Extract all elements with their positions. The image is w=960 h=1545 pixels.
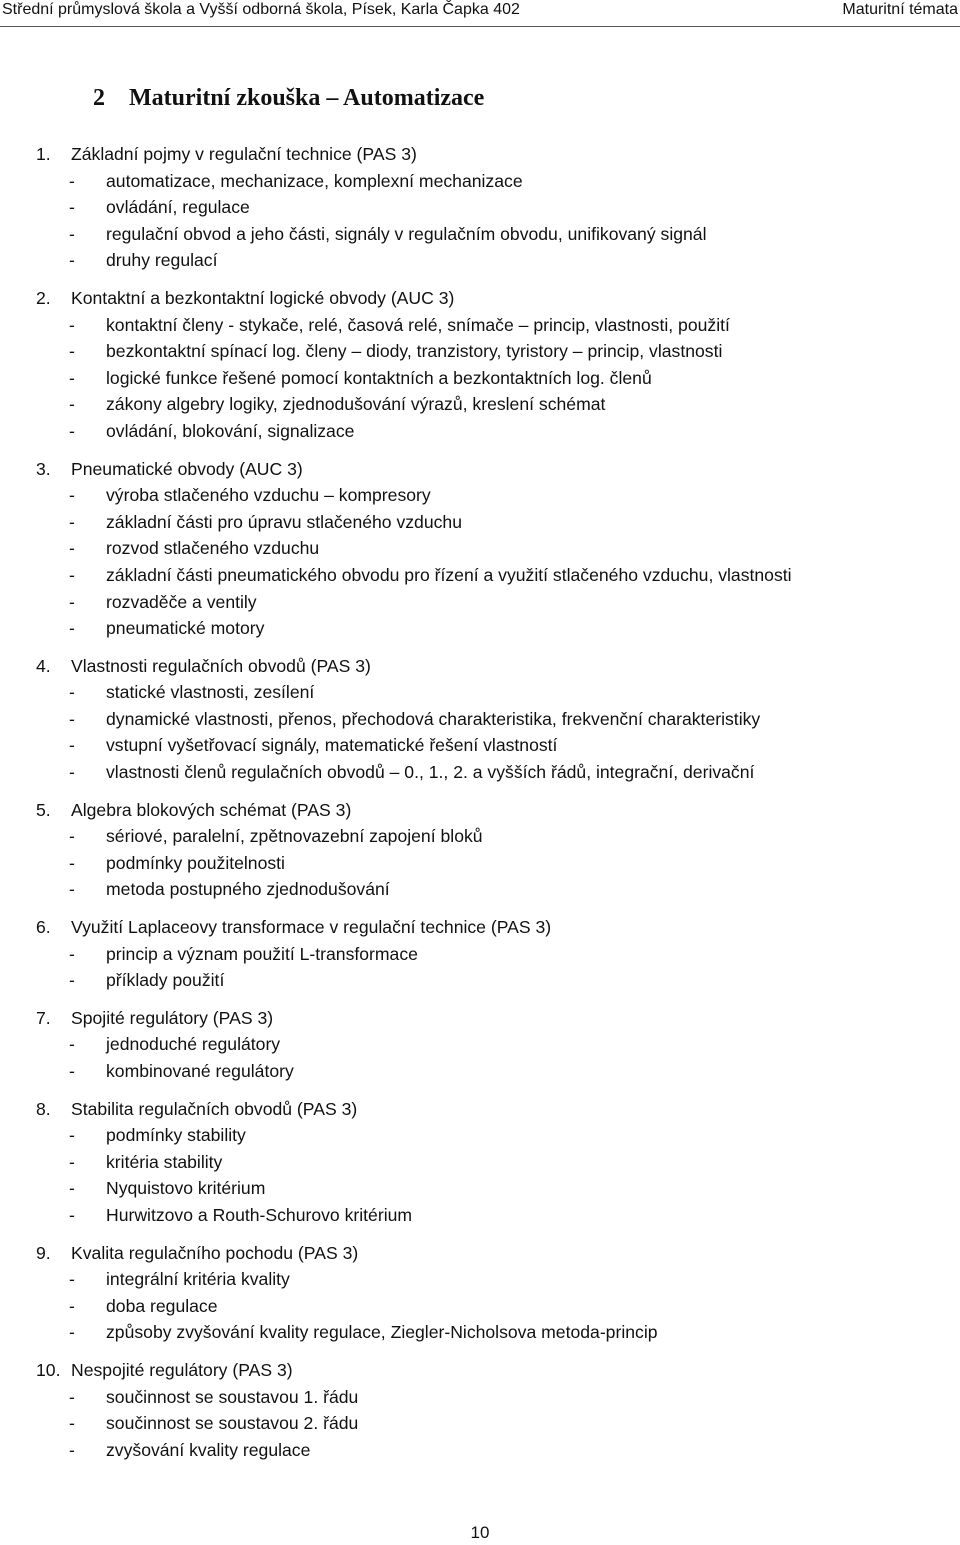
topic-subitem [0,1266,960,1293]
subitem-text: jednoduché regulátory [106,1034,281,1055]
topic-list [0,141,960,1474]
topic-subitem [0,1293,960,1320]
subitem-text: doba regulace [106,1295,218,1316]
topic-subitem [0,1175,960,1202]
dash-bullet-icon: - [69,1413,75,1434]
dash-bullet-icon: - [69,1151,75,1172]
dash-bullet-icon: - [69,314,75,335]
subitem-text: výroba stlačeného vzduchu – kompresory [106,485,431,506]
subitem-text: základní části pneumatického obvodu pro řízení a využití stlačeného vzduchu, vlastnosti [106,564,792,585]
dash-bullet-icon: - [69,197,75,218]
page-number: 10 [470,1523,490,1542]
dash-bullet-icon: - [69,879,75,900]
topic-subitem [0,850,960,877]
subitem-text: statické vlastnosti, zesílení [106,682,315,703]
topic-title: Základní pojmy v regulační technice (PAS 3) [71,144,417,164]
topic-subitem [0,1202,960,1229]
subitem-text: podmínky použitelnosti [106,852,285,873]
dash-bullet-icon: - [69,618,75,639]
topic-subitem [0,1384,960,1411]
topic-item [0,653,960,786]
topic-item [0,1240,960,1346]
dash-bullet-icon: - [69,485,75,506]
topic-title: Pneumatické obvody (AUC 3) [71,458,303,479]
topic-subitem [0,967,960,994]
subitem-text: dynamické vlastnosti, přenos, přechodová charakteristika, frekvenční charakteristiky [106,708,761,729]
subitem-text: metoda postupného zjednodušování [106,879,390,900]
topic-subitem [0,823,960,850]
topic-subitem [0,1437,960,1464]
topic-subitem [0,535,960,562]
document-title-number: 2 [93,85,105,111]
topic-title: Spojité regulátory (PAS 3) [71,1007,274,1028]
topic-subitem [0,706,960,733]
subitem-text: Hurwitzovo a Routh-Schurovo kritérium [106,1204,413,1225]
topic-subitem [0,1410,960,1437]
subitem-text: druhy regulací [106,250,218,271]
topic-number: 7. [36,1007,51,1028]
topic-item [0,1096,960,1229]
dash-bullet-icon: - [69,1322,75,1343]
topic-item [0,1357,960,1463]
subitem-text: regulační obvod a jeho části, signály v regulačním obvodu, unifikovaný signál [106,223,707,244]
dash-bullet-icon: - [69,943,75,964]
topic-subitem [0,1058,960,1085]
topic-subitem [0,732,960,759]
topic-number: 6. [36,917,51,938]
topic-subitem [0,509,960,536]
subitem-text: příklady použití [106,970,225,991]
dash-bullet-icon: - [69,538,75,559]
dash-bullet-icon: - [69,250,75,271]
dash-bullet-icon: - [69,511,75,532]
dash-bullet-icon: - [69,394,75,415]
topic-item [0,141,960,274]
topic-subitem [0,418,960,445]
topic-number: 9. [36,1242,51,1263]
topic-number: 1. [36,144,51,164]
dash-bullet-icon: - [69,1034,75,1055]
subitem-text: kritéria stability [106,1151,223,1172]
topic-number: 10. [36,1359,61,1380]
topic-title: Algebra blokových schémat (PAS 3) [71,799,352,820]
subitem-text: princip a význam použití L-transformace [106,943,418,964]
subitem-text: ovládání, blokování, signalizace [106,420,355,441]
topic-subitem [0,194,960,221]
page-header [0,0,960,27]
dash-bullet-icon: - [69,420,75,441]
subitem-text: součinnost se soustavou 1. řádu [106,1386,359,1407]
subitem-text: rozvaděče a ventily [106,591,257,612]
subitem-text: vstupní vyšetřovací signály, matematické řešení vlastností [106,735,558,756]
topic-number: 2. [36,287,51,308]
topic-number: 4. [36,655,51,676]
topic-title: Nespojité regulátory (PAS 3) [71,1359,293,1380]
dash-bullet-icon: - [69,970,75,991]
topic-heading [0,914,960,941]
topic-title: Kvalita regulačního pochodu (PAS 3) [71,1242,359,1263]
subitem-text: logické funkce řešené pomocí kontaktních a bezkontaktních log. členů [106,367,652,388]
topic-subitem [0,876,960,903]
topic-heading [0,1005,960,1032]
topic-heading [0,141,960,168]
dash-bullet-icon: - [69,708,75,729]
document-title [93,85,484,112]
dash-bullet-icon: - [69,735,75,756]
subitem-text: Nyquistovo kritérium [106,1178,266,1199]
topic-item [0,914,960,994]
dash-bullet-icon: - [69,591,75,612]
subitem-text: integrální kritéria kvality [106,1269,290,1290]
topic-heading [0,1357,960,1384]
subitem-text: základní části pro úpravu stlačeného vzduchu [106,511,462,532]
topic-subitem [0,365,960,392]
subitem-text: podmínky stability [106,1125,246,1146]
topic-subitem [0,391,960,418]
dash-bullet-icon: - [69,341,75,362]
dash-bullet-icon: - [69,170,75,191]
topic-heading [0,1096,960,1123]
dash-bullet-icon: - [69,1439,75,1460]
topic-subitem [0,679,960,706]
topic-heading [0,797,960,824]
topic-subitem [0,312,960,339]
dash-bullet-icon: - [69,682,75,703]
subitem-text: způsoby zvyšování kvality regulace, Ziegler-Nicholsova metoda-princip [106,1322,658,1343]
topic-title: Kontaktní a bezkontaktní logické obvody (AUC 3) [71,287,455,308]
topic-item [0,1005,960,1085]
topic-subitem [0,247,960,274]
subitem-text: pneumatické motory [106,618,265,639]
topic-subitem [0,589,960,616]
subitem-text: rozvod stlačeného vzduchu [106,538,320,559]
dash-bullet-icon: - [69,1295,75,1316]
topic-subitem [0,1122,960,1149]
dash-bullet-icon: - [69,564,75,585]
subitem-text: zvyšování kvality regulace [106,1439,311,1460]
topic-subitem [0,562,960,589]
subitem-text: kombinované regulátory [106,1061,294,1081]
subitem-text: zákony algebry logiky, zjednodušování výrazů, kreslení schémat [106,394,606,415]
topic-subitem [0,221,960,248]
topic-subitem [0,482,960,509]
dash-bullet-icon: - [69,1061,75,1081]
subitem-text: sériové, paralelní, zpětnovazební zapojení bloků [106,826,483,847]
topic-title: Využití Laplaceovy transformace v regulační technice (PAS 3) [71,917,552,938]
topic-number: 3. [36,458,51,479]
dash-bullet-icon: - [69,1204,75,1225]
document-title-text: Maturitní zkouška – Automatizace [129,85,485,111]
subitem-text: automatizace, mechanizace, komplexní mechanizace [106,170,523,191]
header-document-type: Maturitní témata [842,1,958,18]
dash-bullet-icon: - [69,1386,75,1407]
dash-bullet-icon: - [69,1125,75,1146]
dash-bullet-icon: - [69,367,75,388]
dash-bullet-icon: - [69,762,75,783]
topic-subitem [0,1031,960,1058]
topic-subitem [0,1149,960,1176]
dash-bullet-icon: - [69,223,75,244]
subitem-text: kontaktní členy - stykače, relé, časová relé, snímače – princip, vlastnosti, použití [106,314,730,335]
topic-item [0,797,960,903]
topic-subitem [0,168,960,195]
topic-heading [0,653,960,680]
topic-heading [0,456,960,483]
topic-subitem [0,615,960,642]
topic-subitem [0,941,960,968]
topic-number: 8. [36,1098,51,1119]
topic-heading [0,285,960,312]
topic-item [0,285,960,445]
topic-number: 5. [36,799,51,820]
subitem-text: součinnost se soustavou 2. řádu [106,1413,359,1434]
dash-bullet-icon: - [69,826,75,847]
dash-bullet-icon: - [69,1269,75,1290]
topic-title: Stabilita regulačních obvodů (PAS 3) [71,1098,358,1119]
dash-bullet-icon: - [69,1178,75,1199]
topic-title: Vlastnosti regulačních obvodů (PAS 3) [71,655,371,676]
topic-heading [0,1240,960,1267]
topic-subitem [0,1319,960,1346]
dash-bullet-icon: - [69,852,75,873]
topic-item [0,456,960,642]
subitem-text: ovládání, regulace [106,197,250,218]
subitem-text: bezkontaktní spínací log. členy – diody, tranzistory, tyristory – princip, vlastnosti [106,341,723,362]
header-school-name: Střední průmyslová škola a Vyšší odborná škola, Písek, Karla Čapka 402 [2,1,520,18]
topic-subitem [0,759,960,786]
topic-subitem [0,338,960,365]
subitem-text: vlastnosti členů regulačních obvodů – 0., 1., 2. a vyšších řádů, integrační, derivační [106,762,755,783]
